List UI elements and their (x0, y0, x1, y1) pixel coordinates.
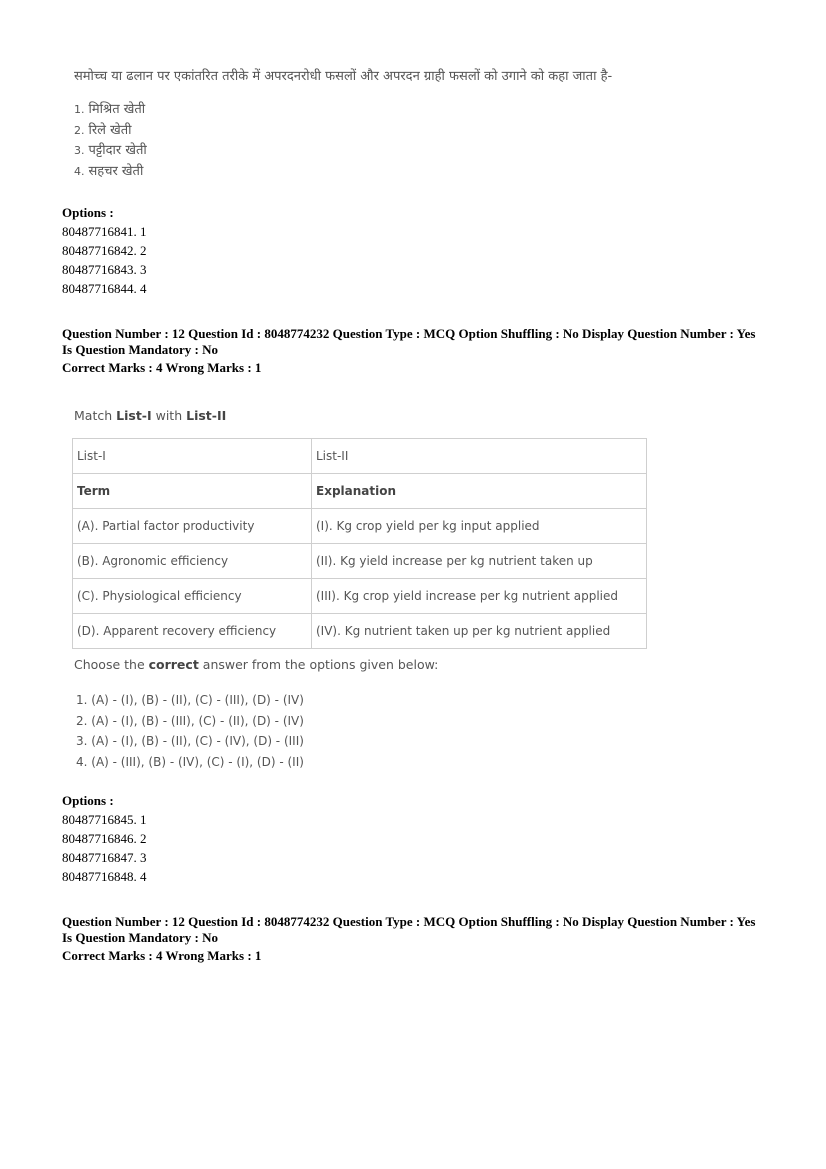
q2-choice: 1. (A) - (I), (B) - (II), (C) - (III), (D) - (IV) (76, 693, 304, 707)
q2-choice-list (76, 690, 304, 772)
q2-choice: 2. (A) - (I), (B) - (III), (C) - (II), (D) - (IV) (76, 713, 304, 728)
question-marks-line: Correct Marks : 4 Wrong Marks : 1 (62, 948, 262, 963)
options-label: Options : (62, 793, 114, 808)
option-id: 80487716845. 1 (62, 812, 147, 827)
table-cell: Explanation (312, 474, 647, 509)
table-subheader-row (73, 474, 647, 509)
table-cell: (II). Kg yield increase per kg nutrient taken up (312, 544, 647, 579)
q2-instruction: Choose the correct answer from the options given below: (74, 657, 439, 672)
question-mandatory-line: Is Question Mandatory : No (62, 342, 219, 357)
table-row (73, 614, 647, 649)
question-meta-line: Question Number : 12 Question Id : 8048774232 Question Type : MCQ Option Shuffling : No Display Question Number : Yes (62, 914, 756, 929)
q1-options (62, 203, 147, 298)
table-cell: Term (73, 474, 312, 509)
question-info (62, 326, 782, 376)
table-cell: List-I (73, 439, 312, 474)
table-cell: (C). Physiological efficiency (73, 579, 312, 614)
q2-intro: Match List-I with List-II (74, 408, 227, 423)
q1-stem: समोच्च या ढलान पर एकांतरित तरीके में अपरदनरोधी फसलों और अपरदन ग्राही फसलों को उगाने को कहा जाता है- (74, 69, 613, 84)
table-row (73, 544, 647, 579)
table-header-row (73, 439, 647, 474)
q1-choice-list (74, 100, 147, 182)
table-cell: (IV). Kg nutrient taken up per kg nutrient applied (312, 614, 647, 649)
option-id: 80487716847. 3 (62, 850, 147, 865)
table-cell: (III). Kg crop yield increase per kg nutrient applied (312, 579, 647, 614)
match-table (72, 438, 647, 649)
table-cell: List-II (312, 439, 647, 474)
table-cell: (A). Partial factor productivity (73, 509, 312, 544)
question-info (62, 914, 782, 964)
option-id: 80487716843. 3 (62, 262, 147, 277)
q1-choice: 1. मिश्रित खेती (74, 102, 146, 117)
table-cell: (I). Kg crop yield per kg input applied (312, 509, 647, 544)
question-mandatory-line: Is Question Mandatory : No (62, 930, 219, 945)
table-cell: (B). Agronomic efficiency (73, 544, 312, 579)
option-id: 80487716846. 2 (62, 831, 147, 846)
option-id: 80487716848. 4 (62, 869, 147, 884)
table-row (73, 579, 647, 614)
question-meta-line: Question Number : 12 Question Id : 8048774232 Question Type : MCQ Option Shuffling : No Display Question Number : Yes (62, 326, 756, 341)
table-row (73, 509, 647, 544)
q1-choice: 3. पट्टीदार खेती (74, 143, 147, 158)
q2-options (62, 791, 147, 886)
options-label: Options : (62, 205, 114, 220)
option-id: 80487716841. 1 (62, 224, 147, 239)
q2-choice: 4. (A) - (III), (B) - (IV), (C) - (I), (D) - (II) (76, 754, 304, 769)
option-id: 80487716844. 4 (62, 281, 147, 296)
q1-choice: 4. सहचर खेती (74, 163, 144, 179)
question-marks-line: Correct Marks : 4 Wrong Marks : 1 (62, 360, 262, 375)
option-id: 80487716842. 2 (62, 243, 147, 258)
q1-choice: 2. रिले खेती (74, 122, 132, 138)
table-cell: (D). Apparent recovery efficiency (73, 614, 312, 649)
q2-choice: 3. (A) - (I), (B) - (II), (C) - (IV), (D) - (III) (76, 734, 304, 748)
